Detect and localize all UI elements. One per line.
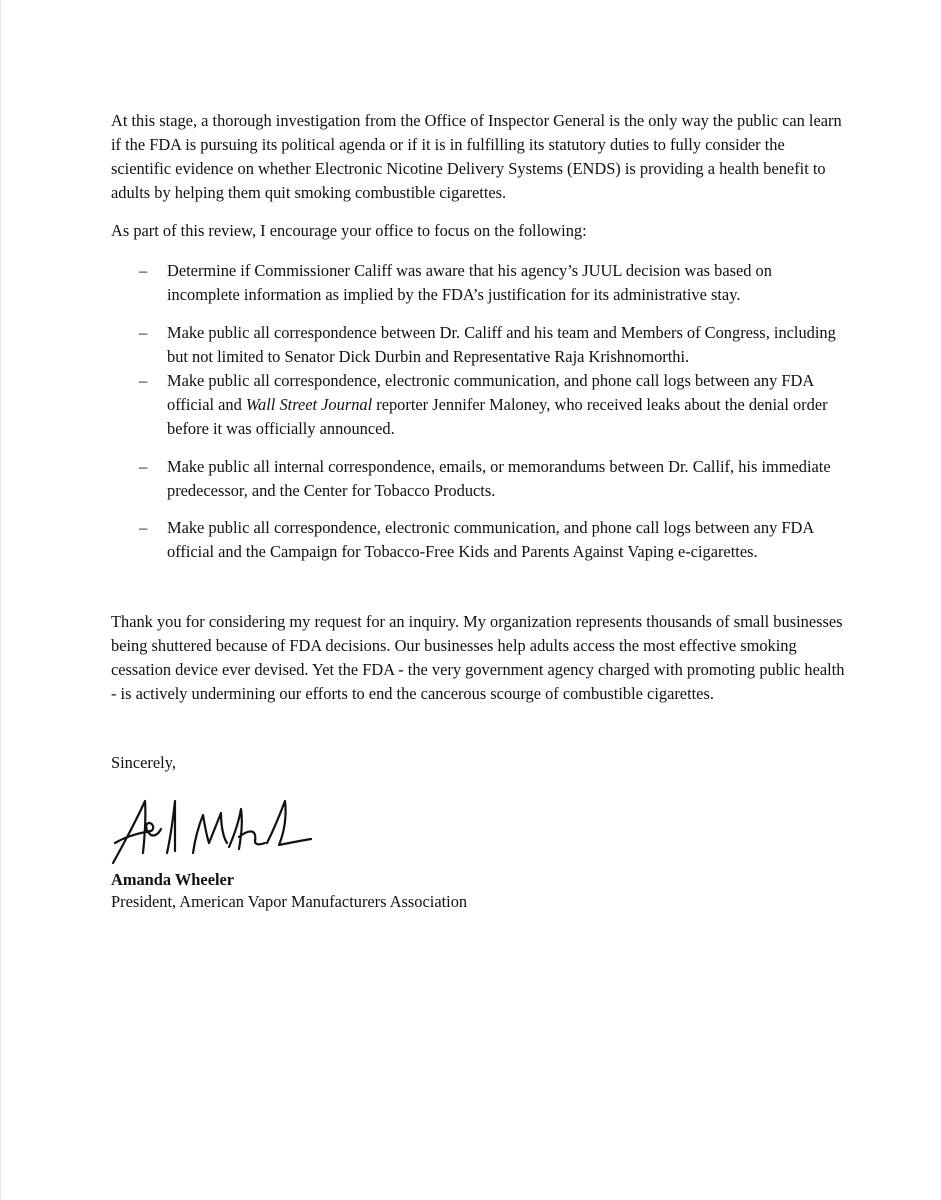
signer-title: President, American Vapor Manufacturers Association (111, 892, 468, 911)
bullet-dash: – (139, 457, 148, 476)
list-item (139, 369, 839, 441)
bullet-dash: – (139, 518, 148, 537)
bullet-text: Make public all correspondence, electronic communication, and phone call logs between any FDA official and the Campaign for Tobacco-Free Kids and Parents Against Vaping e-cigarettes. (167, 518, 814, 561)
bullet-dash: – (139, 323, 148, 342)
list-item (139, 516, 839, 564)
signature-image (109, 793, 319, 873)
bullet-dash: – (139, 261, 148, 280)
paragraph-investigation: At this stage, a thorough investigation from the Office of Inspector General is the only way the public can learn if the FDA is pursuing its political agenda or if it is in fulfilling its statutory duties to fully consider the scientific evidence on whether Electronic Nicotine Delivery Systems (ENDS) is providing a health benefit to adults by helping them quit smoking combustible cigarettes. (111, 111, 842, 202)
paragraph-review-intro: As part of this review, I encourage your office to focus on the following: (111, 221, 587, 240)
bullet-text-after: reporter Jennifer Maloney, who received leaks about the denial order before it was officially announced. (167, 395, 828, 438)
bullet-text: Make public all internal correspondence, emails, or memorandums between Dr. Callif, his immediate predecessor, and the Center for Tobacco Products. (167, 457, 831, 500)
signer-name: Amanda Wheeler (111, 870, 235, 889)
publication-name: Wall Street Journal (245, 395, 373, 414)
bullet-text (167, 369, 839, 441)
paragraph-thanks: Thank you for considering my request for an inquiry. My organization represents thousands of small businesses being shuttered because of FDA decisions. Our businesses help adults access the most effective smoking cessation device ever devised. Yet the FDA - the very government agency charged with promoting public health - is actively undermining our efforts to end the cancerous scourge of combustible cigarettes. (111, 612, 845, 703)
list-item (139, 321, 839, 369)
bullet-dash: – (139, 371, 148, 390)
bullet-text-before: Make public all correspondence, electronic communication, and phone call logs between any FDA official and (167, 371, 814, 414)
list-item (139, 455, 839, 503)
bullet-text: Determine if Commissioner Califf was aware that his agency’s JUUL decision was based on incomplete information as implied by the FDA’s justification for its administrative stay. (167, 261, 772, 304)
closing: Sincerely, (111, 753, 176, 772)
list-item (139, 259, 839, 307)
bullet-text: Make public all correspondence between Dr. Califf and his team and Members of Congress, including but not limited to Senator Dick Durbin and Representative Raja Krishnomorthi. (167, 323, 836, 366)
